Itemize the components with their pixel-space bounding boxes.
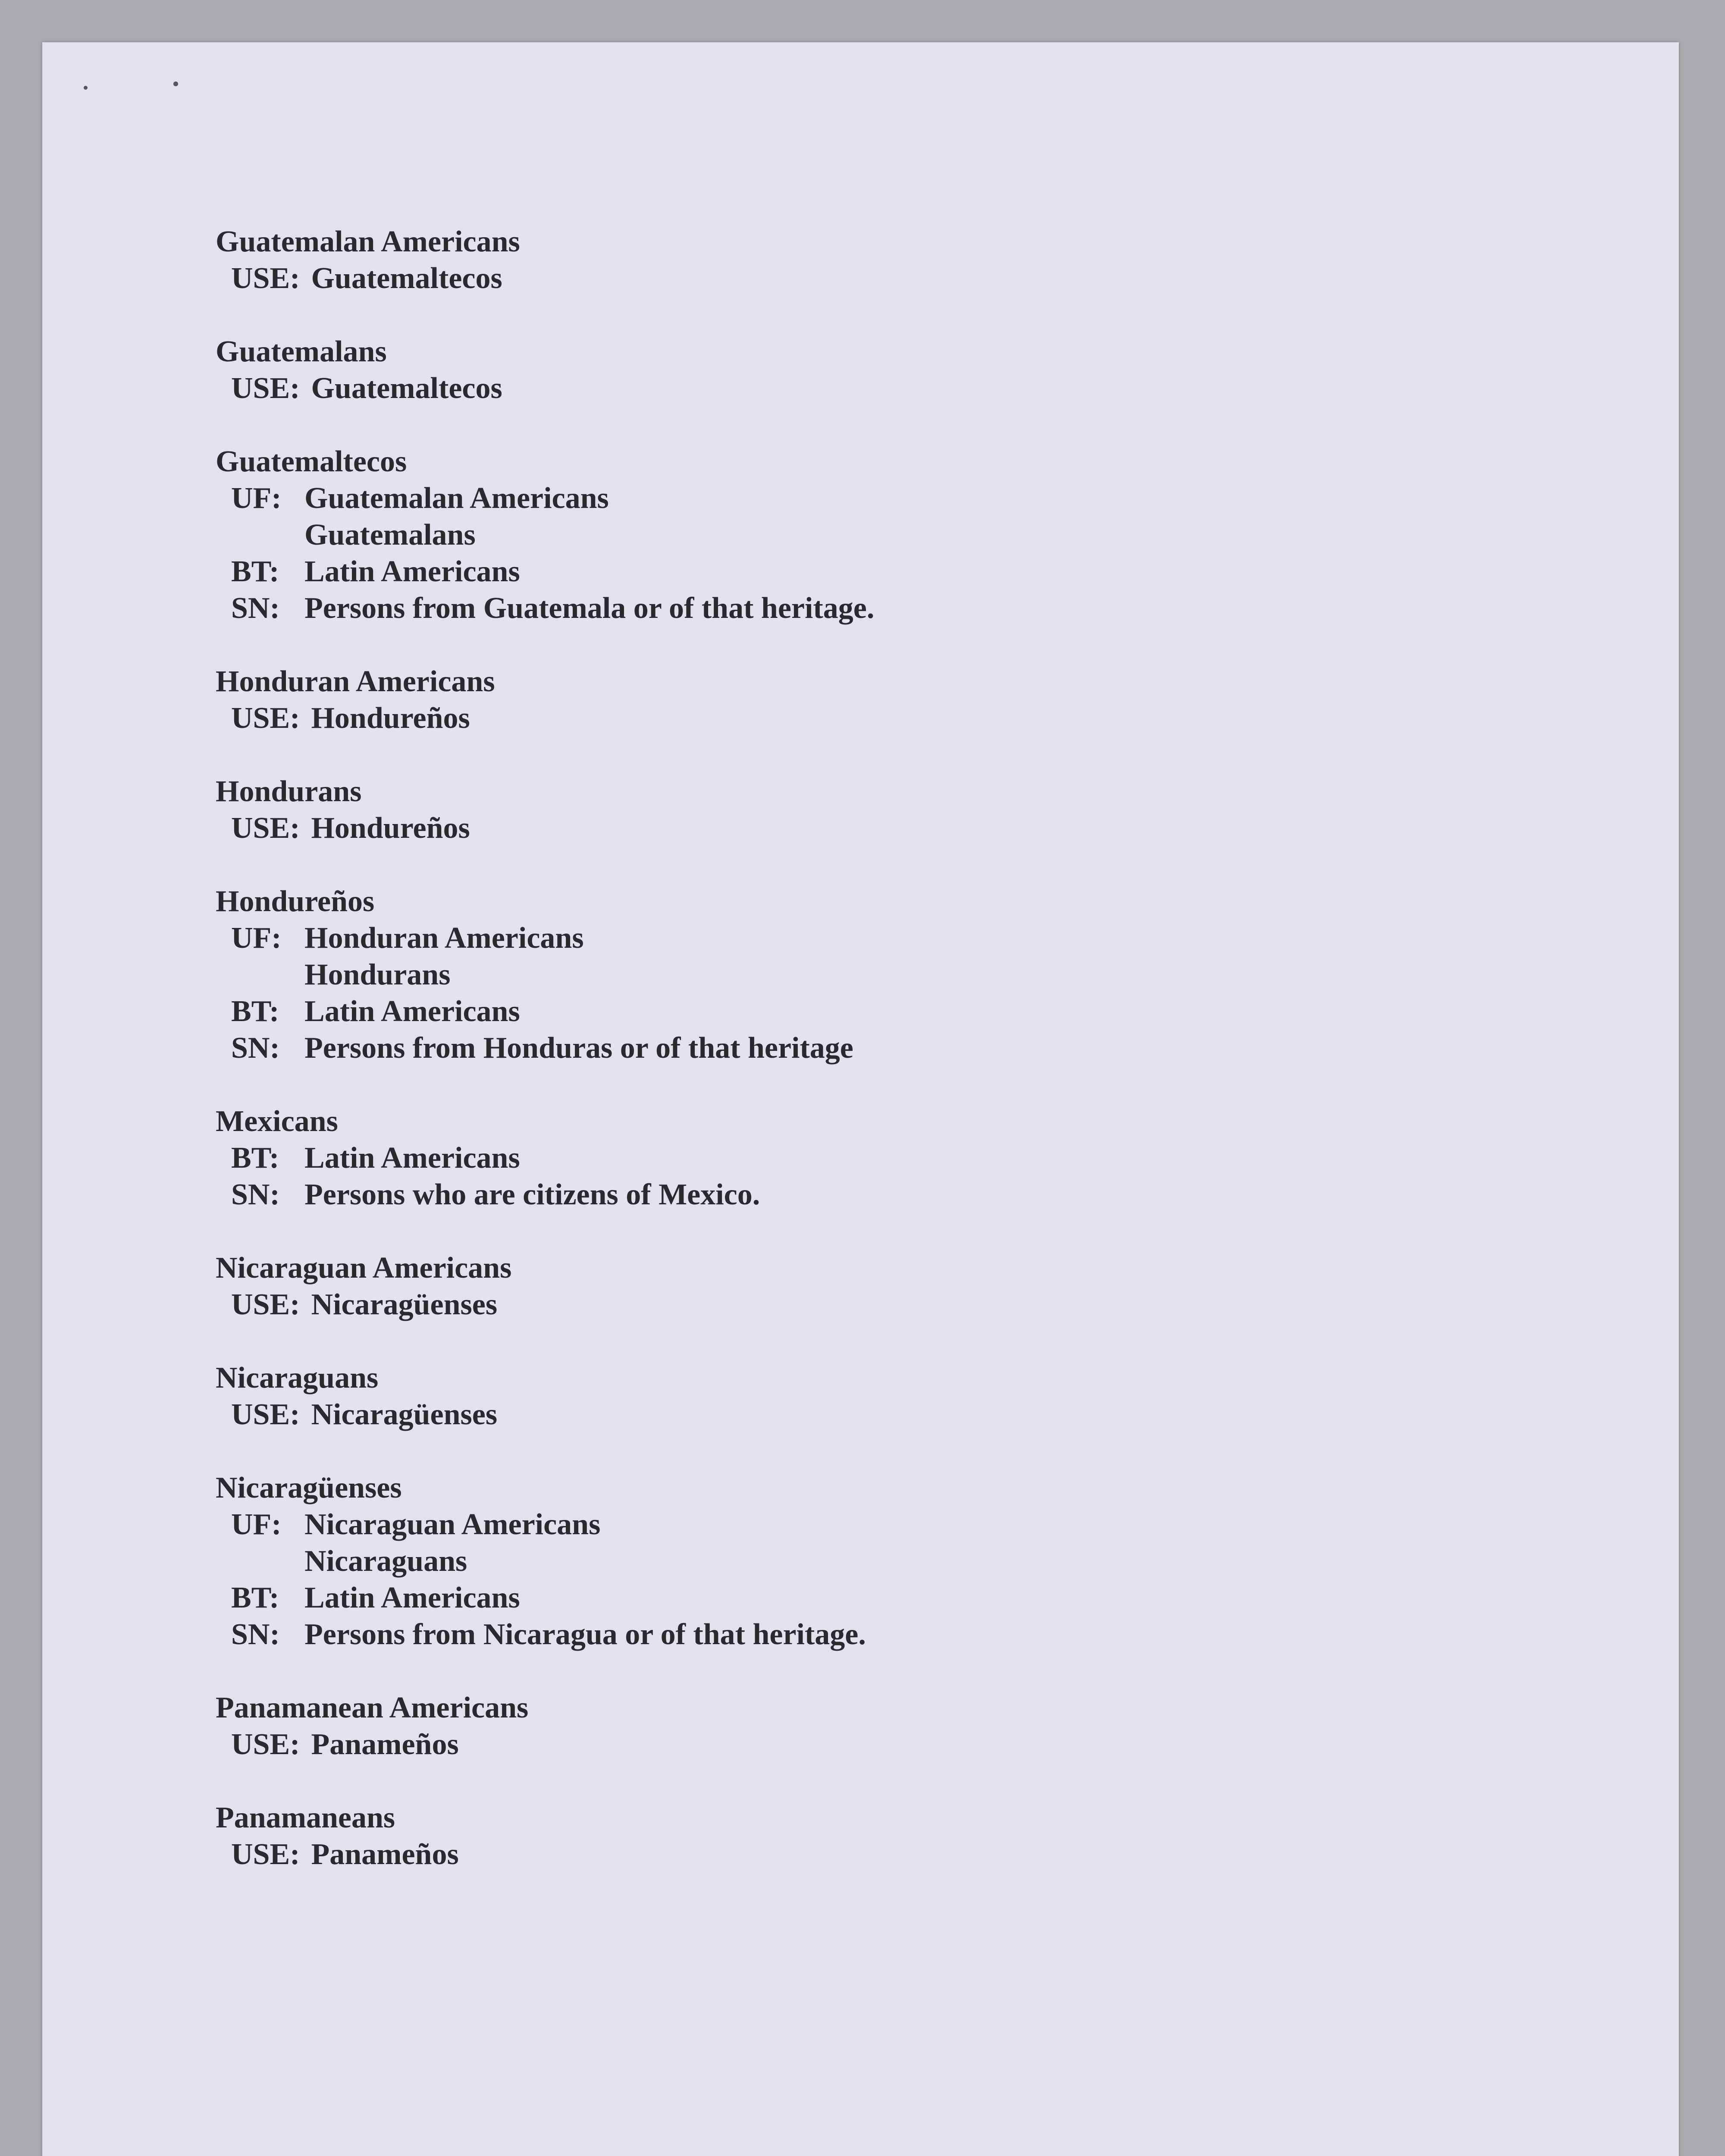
entry-term: Nicaraguans: [216, 1361, 379, 1395]
relation-code: USE:: [231, 262, 300, 295]
relation-value: Panameños: [311, 1728, 459, 1761]
relation-value: Persons from Guatemala or of that heritage.: [304, 592, 875, 625]
relation-value: Nicaragüenses: [311, 1398, 498, 1431]
thesaurus-entry: [216, 1360, 874, 1433]
entry-relation: [216, 700, 874, 736]
relation-values: [304, 590, 874, 627]
relation-values: [311, 700, 470, 736]
relation-values: [304, 480, 609, 553]
entry-relation: [216, 1506, 874, 1579]
entry-relation: [216, 590, 874, 627]
relation-code: SN:: [231, 1618, 280, 1651]
relation-values: [304, 1140, 520, 1176]
thesaurus-entry: [216, 1470, 874, 1653]
relation-values: [304, 1176, 760, 1213]
relation-value: Latin Americans: [304, 1581, 520, 1614]
entry-relation: [216, 553, 874, 590]
entry-relation: [216, 370, 874, 407]
relation-code: BT:: [231, 1141, 279, 1175]
relation-code: USE:: [231, 1398, 300, 1431]
thesaurus-entry: [216, 883, 874, 1066]
relation-values: [304, 1616, 866, 1653]
relation-value: Nicaragüenses: [311, 1288, 498, 1321]
entry-term: Guatemalans: [216, 335, 387, 368]
relation-code: USE:: [231, 702, 300, 735]
document-page: [42, 42, 1679, 2156]
relation-value: Latin Americans: [304, 555, 520, 588]
relation-code: UF:: [231, 921, 282, 955]
relation-values: [311, 1396, 497, 1433]
entry-term: Hondureños: [216, 885, 375, 918]
thesaurus-entry: [216, 663, 874, 736]
relation-values: [311, 1836, 458, 1873]
entry-relation: [216, 810, 874, 846]
thesaurus-entry: [216, 1250, 874, 1323]
entry-term: Guatemalan Americans: [216, 225, 520, 258]
entry-term: Panamanean Americans: [216, 1691, 529, 1724]
entry-term: Guatemaltecos: [216, 445, 407, 478]
relation-values: [304, 1579, 520, 1616]
relation-value: Persons who are citizens of Mexico.: [304, 1178, 760, 1211]
entry-relation: [216, 1396, 874, 1433]
entry-relation: [216, 1140, 874, 1176]
relation-value: Nicaraguans: [304, 1545, 467, 1578]
entry-term: Panamaneans: [216, 1801, 395, 1834]
entry-relation: [216, 1836, 874, 1873]
entry-term: Honduran Americans: [216, 665, 495, 698]
entry-relation: [216, 480, 874, 553]
relation-values: [304, 1506, 600, 1579]
relation-value: Hondurans: [304, 958, 451, 991]
thesaurus-entry: [216, 1689, 874, 1763]
relation-values: [311, 260, 502, 297]
relation-values: [304, 553, 520, 590]
relation-value: Latin Americans: [304, 1141, 520, 1175]
entry-relation: [216, 993, 874, 1030]
thesaurus-entry-list: [216, 223, 874, 1909]
relation-value: Panameños: [311, 1838, 459, 1871]
entry-term: Hondurans: [216, 775, 362, 808]
relation-code: UF:: [231, 1508, 282, 1541]
paper-speck: [84, 86, 88, 90]
relation-code: USE:: [231, 1288, 300, 1321]
relation-values: [311, 370, 502, 407]
relation-values: [304, 993, 520, 1030]
entry-relation: [216, 1030, 874, 1066]
relation-value: Guatemaltecos: [311, 372, 502, 405]
entry-relation: [216, 260, 874, 297]
relation-values: [304, 920, 584, 993]
relation-value: Guatemaltecos: [311, 262, 502, 295]
relation-value: Honduran Americans: [304, 921, 584, 955]
thesaurus-entry: [216, 443, 874, 627]
entry-relation: [216, 1286, 874, 1323]
paper-speck: [173, 81, 178, 86]
relation-code: USE:: [231, 372, 300, 405]
relation-value: Guatemalans: [304, 518, 476, 552]
entry-relation: [216, 1616, 874, 1653]
relation-value: Nicaraguan Americans: [304, 1508, 601, 1541]
relation-code: SN:: [231, 1178, 280, 1211]
entry-relation: [216, 1579, 874, 1616]
relation-code: USE:: [231, 1728, 300, 1761]
entry-relation: [216, 1176, 874, 1213]
relation-code: USE:: [231, 1838, 300, 1871]
relation-value: Hondureños: [311, 812, 470, 845]
relation-code: BT:: [231, 995, 279, 1028]
thesaurus-entry: [216, 773, 874, 846]
thesaurus-entry: [216, 223, 874, 297]
entry-term: Mexicans: [216, 1105, 338, 1138]
relation-value: Latin Americans: [304, 995, 520, 1028]
relation-values: [311, 1726, 458, 1763]
entry-term: Nicaragüenses: [216, 1471, 402, 1504]
entry-term: Nicaraguan Americans: [216, 1251, 512, 1285]
relation-code: UF:: [231, 482, 282, 515]
relation-value: Persons from Nicaragua or of that heritage.: [304, 1618, 866, 1651]
relation-code: BT:: [231, 1581, 279, 1614]
entry-relation: [216, 920, 874, 993]
thesaurus-entry: [216, 1799, 874, 1873]
entry-relation: [216, 1726, 874, 1763]
relation-code: USE:: [231, 812, 300, 845]
relation-code: SN:: [231, 592, 280, 625]
relation-code: SN:: [231, 1031, 280, 1065]
relation-values: [311, 810, 470, 846]
thesaurus-entry: [216, 333, 874, 407]
relation-values: [311, 1286, 497, 1323]
relation-value: Hondureños: [311, 702, 470, 735]
relation-code: BT:: [231, 555, 279, 588]
relation-value: Persons from Honduras or of that heritage: [304, 1031, 853, 1065]
relation-value: Guatemalan Americans: [304, 482, 609, 515]
relation-values: [304, 1030, 853, 1066]
thesaurus-entry: [216, 1103, 874, 1213]
